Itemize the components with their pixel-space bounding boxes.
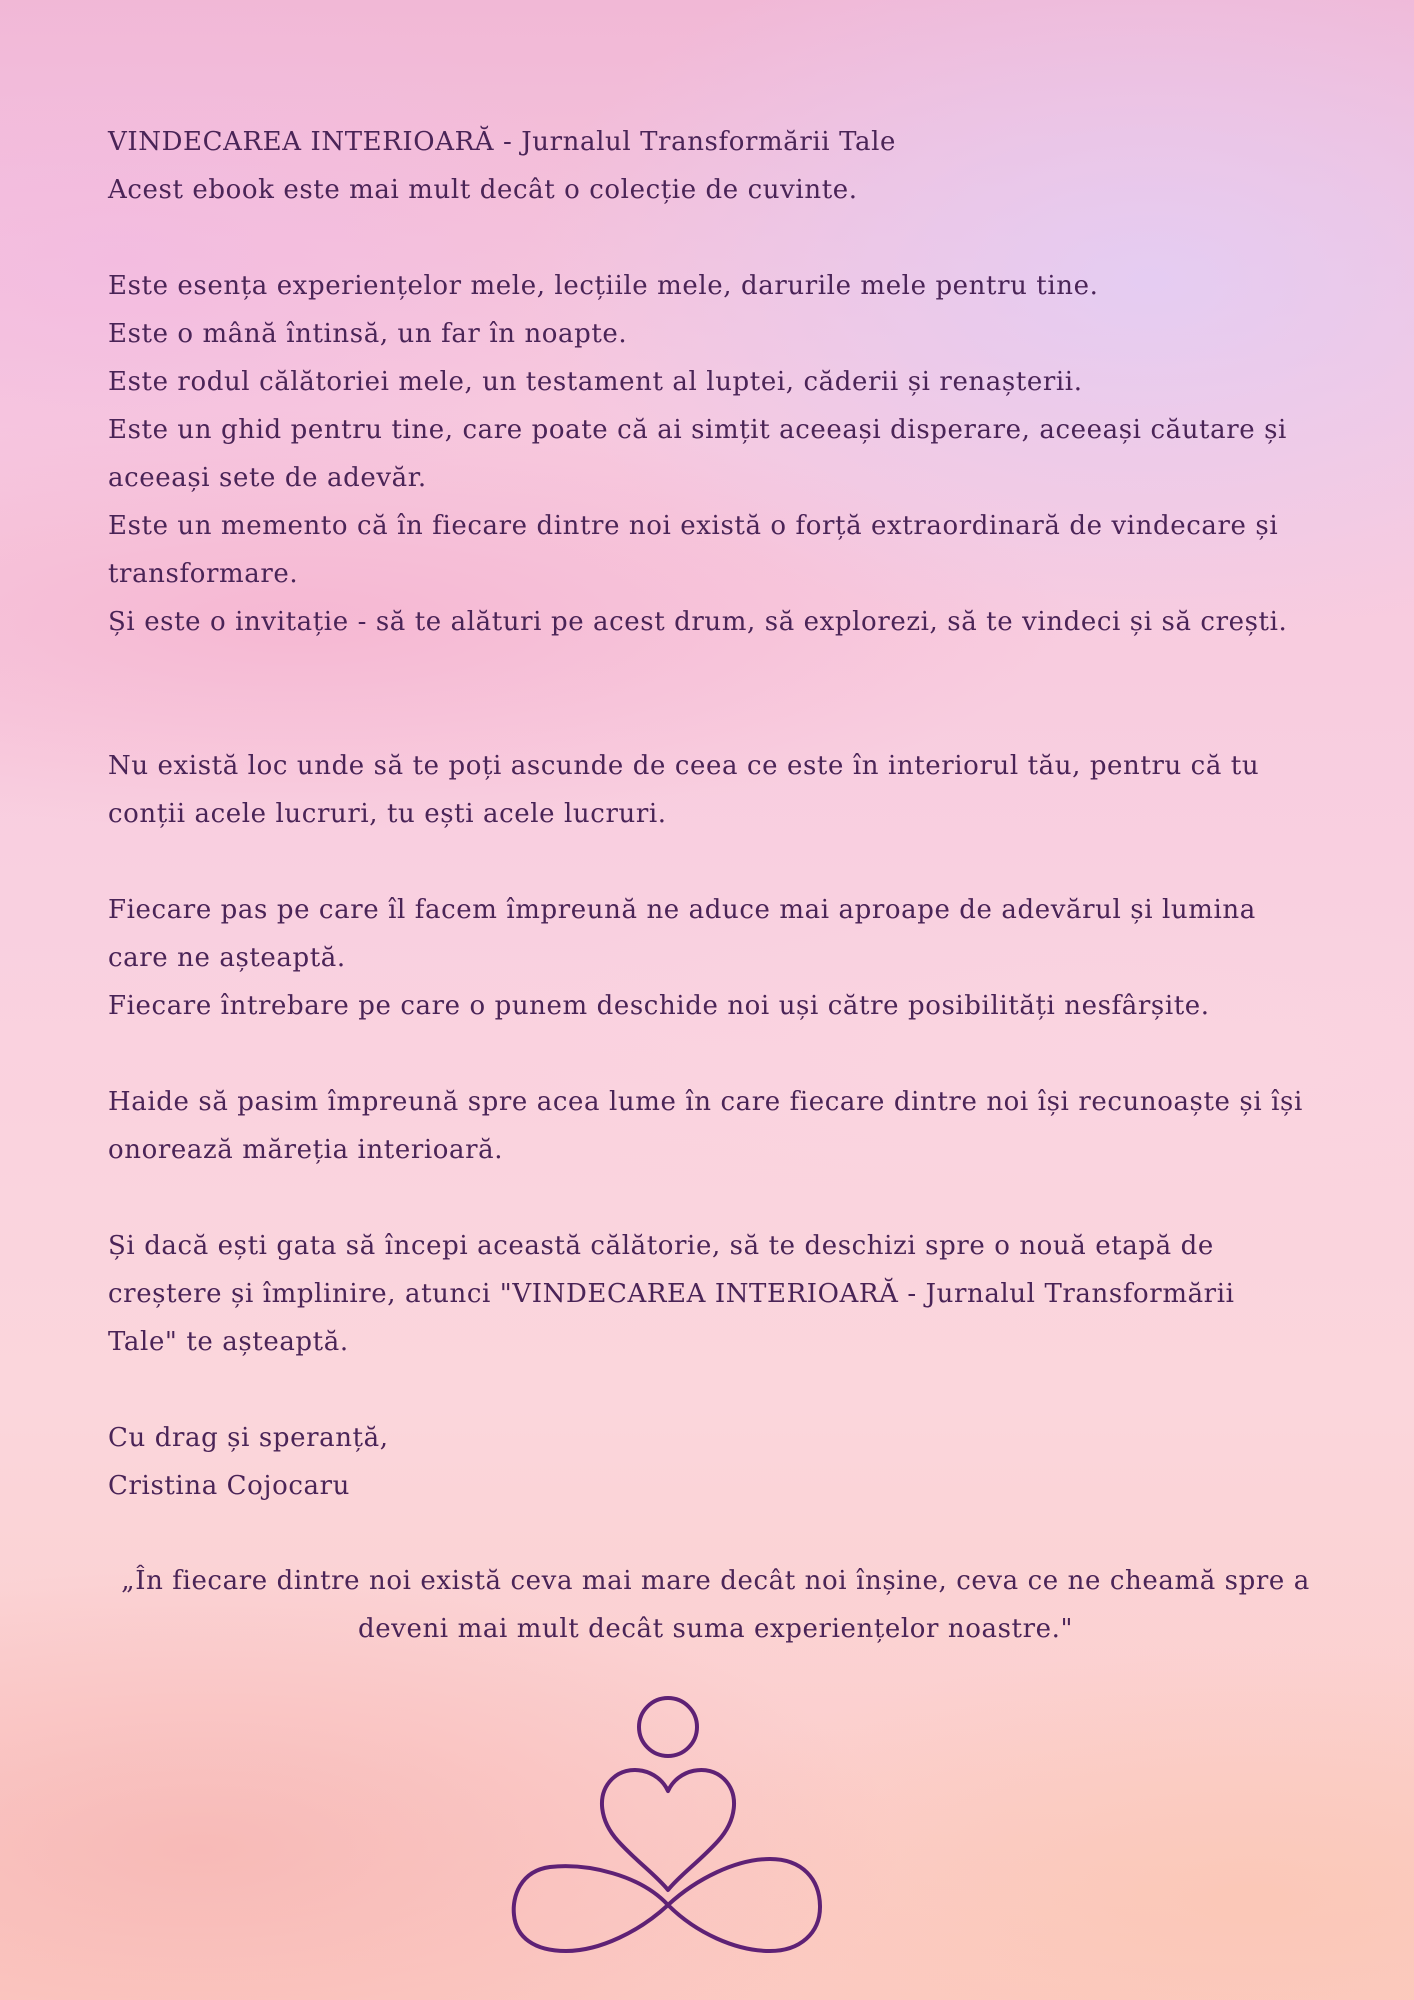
- author-signature: Cristina Cojocaru: [108, 1471, 350, 1501]
- spacer: [108, 838, 1323, 886]
- spacer: [108, 1174, 1323, 1222]
- closing-quote: [108, 1557, 1323, 1653]
- text-line: Și dacă ești gata să începi această călătorie, să te deschizi spre o nouă etapă de: [108, 1231, 1214, 1261]
- text-line: Fiecare întrebare pe care o punem deschide noi uși către posibilități nesfârșite.: [108, 991, 1210, 1021]
- spacer: [108, 1366, 1323, 1414]
- text-line: aceeași sete de adevăr.: [108, 463, 427, 493]
- text-line: Nu există loc unde să te poți ascunde de ceea ce este în interiorul tău, pentru că tu: [108, 751, 1260, 781]
- closing-line: Cu drag și speranță,: [108, 1423, 389, 1453]
- intro-line: Acest ebook este mai mult decât o colecție de cuvinte.: [108, 175, 858, 205]
- head-circle: [639, 1698, 697, 1756]
- text-line: Și este o invitație - să te alături pe acest drum, să explorezi, să te vindeci și să crești.: [108, 607, 1288, 637]
- spacer: [108, 646, 1323, 742]
- text-line: Este o mână întinsă, un far în noapte.: [108, 319, 628, 349]
- text-line: care ne așteaptă.: [108, 943, 346, 973]
- quote-line: „În fiecare dintre noi există ceva mai mare decât noi înșine, ceva ce ne cheamă spre a: [121, 1566, 1310, 1596]
- paragraph-hide: [108, 742, 1323, 838]
- text-line: creștere și împlinire, atunci "VINDECAREA INTERIOARĂ - Jurnalul Transformării: [108, 1279, 1235, 1309]
- paragraph-essence: [108, 262, 1323, 646]
- document-title: VINDECAREA INTERIOARĂ - Jurnalul Transformării Tale: [108, 127, 896, 157]
- infinity-shape: [514, 1859, 820, 1951]
- quote-line: deveni mai mult decât suma experiențelor noastre.": [357, 1614, 1074, 1644]
- text-line: Este esența experiențelor mele, lecțiile mele, darurile mele pentru tine.: [108, 271, 1099, 301]
- paragraph-journey: [108, 1222, 1323, 1366]
- text-line: Este rodul călătoriei mele, un testament al luptei, căderii și renașterii.: [108, 367, 1083, 397]
- paragraph-steps: [108, 886, 1323, 1030]
- text-line: Tale" te așteaptă.: [108, 1327, 349, 1357]
- text-line: onorează măreția interioară.: [108, 1135, 504, 1165]
- text-line: transformare.: [108, 559, 299, 589]
- text-line: conții acele lucruri, tu ești acele lucruri.: [108, 799, 667, 829]
- spacer: [108, 1030, 1323, 1078]
- text-line: Este un ghid pentru tine, care poate că ai simțit aceeași disperare, aceeași căutare și: [108, 415, 1287, 445]
- text-line: Haide să pasim împreună spre acea lume în care fiecare dintre noi își recunoaște și își: [108, 1087, 1303, 1117]
- spacer: [108, 214, 1323, 262]
- meditation-heart-infinity-icon: [500, 1685, 830, 1975]
- text-line: Este un memento că în fiecare dintre noi există o forță extraordinară de vindecare și: [108, 511, 1279, 541]
- paragraph-together: [108, 1078, 1323, 1174]
- ebook-page: [108, 118, 1323, 1510]
- text-line: Fiecare pas pe care îl facem împreună ne aduce mai aproape de adevărul și lumina: [108, 895, 1256, 925]
